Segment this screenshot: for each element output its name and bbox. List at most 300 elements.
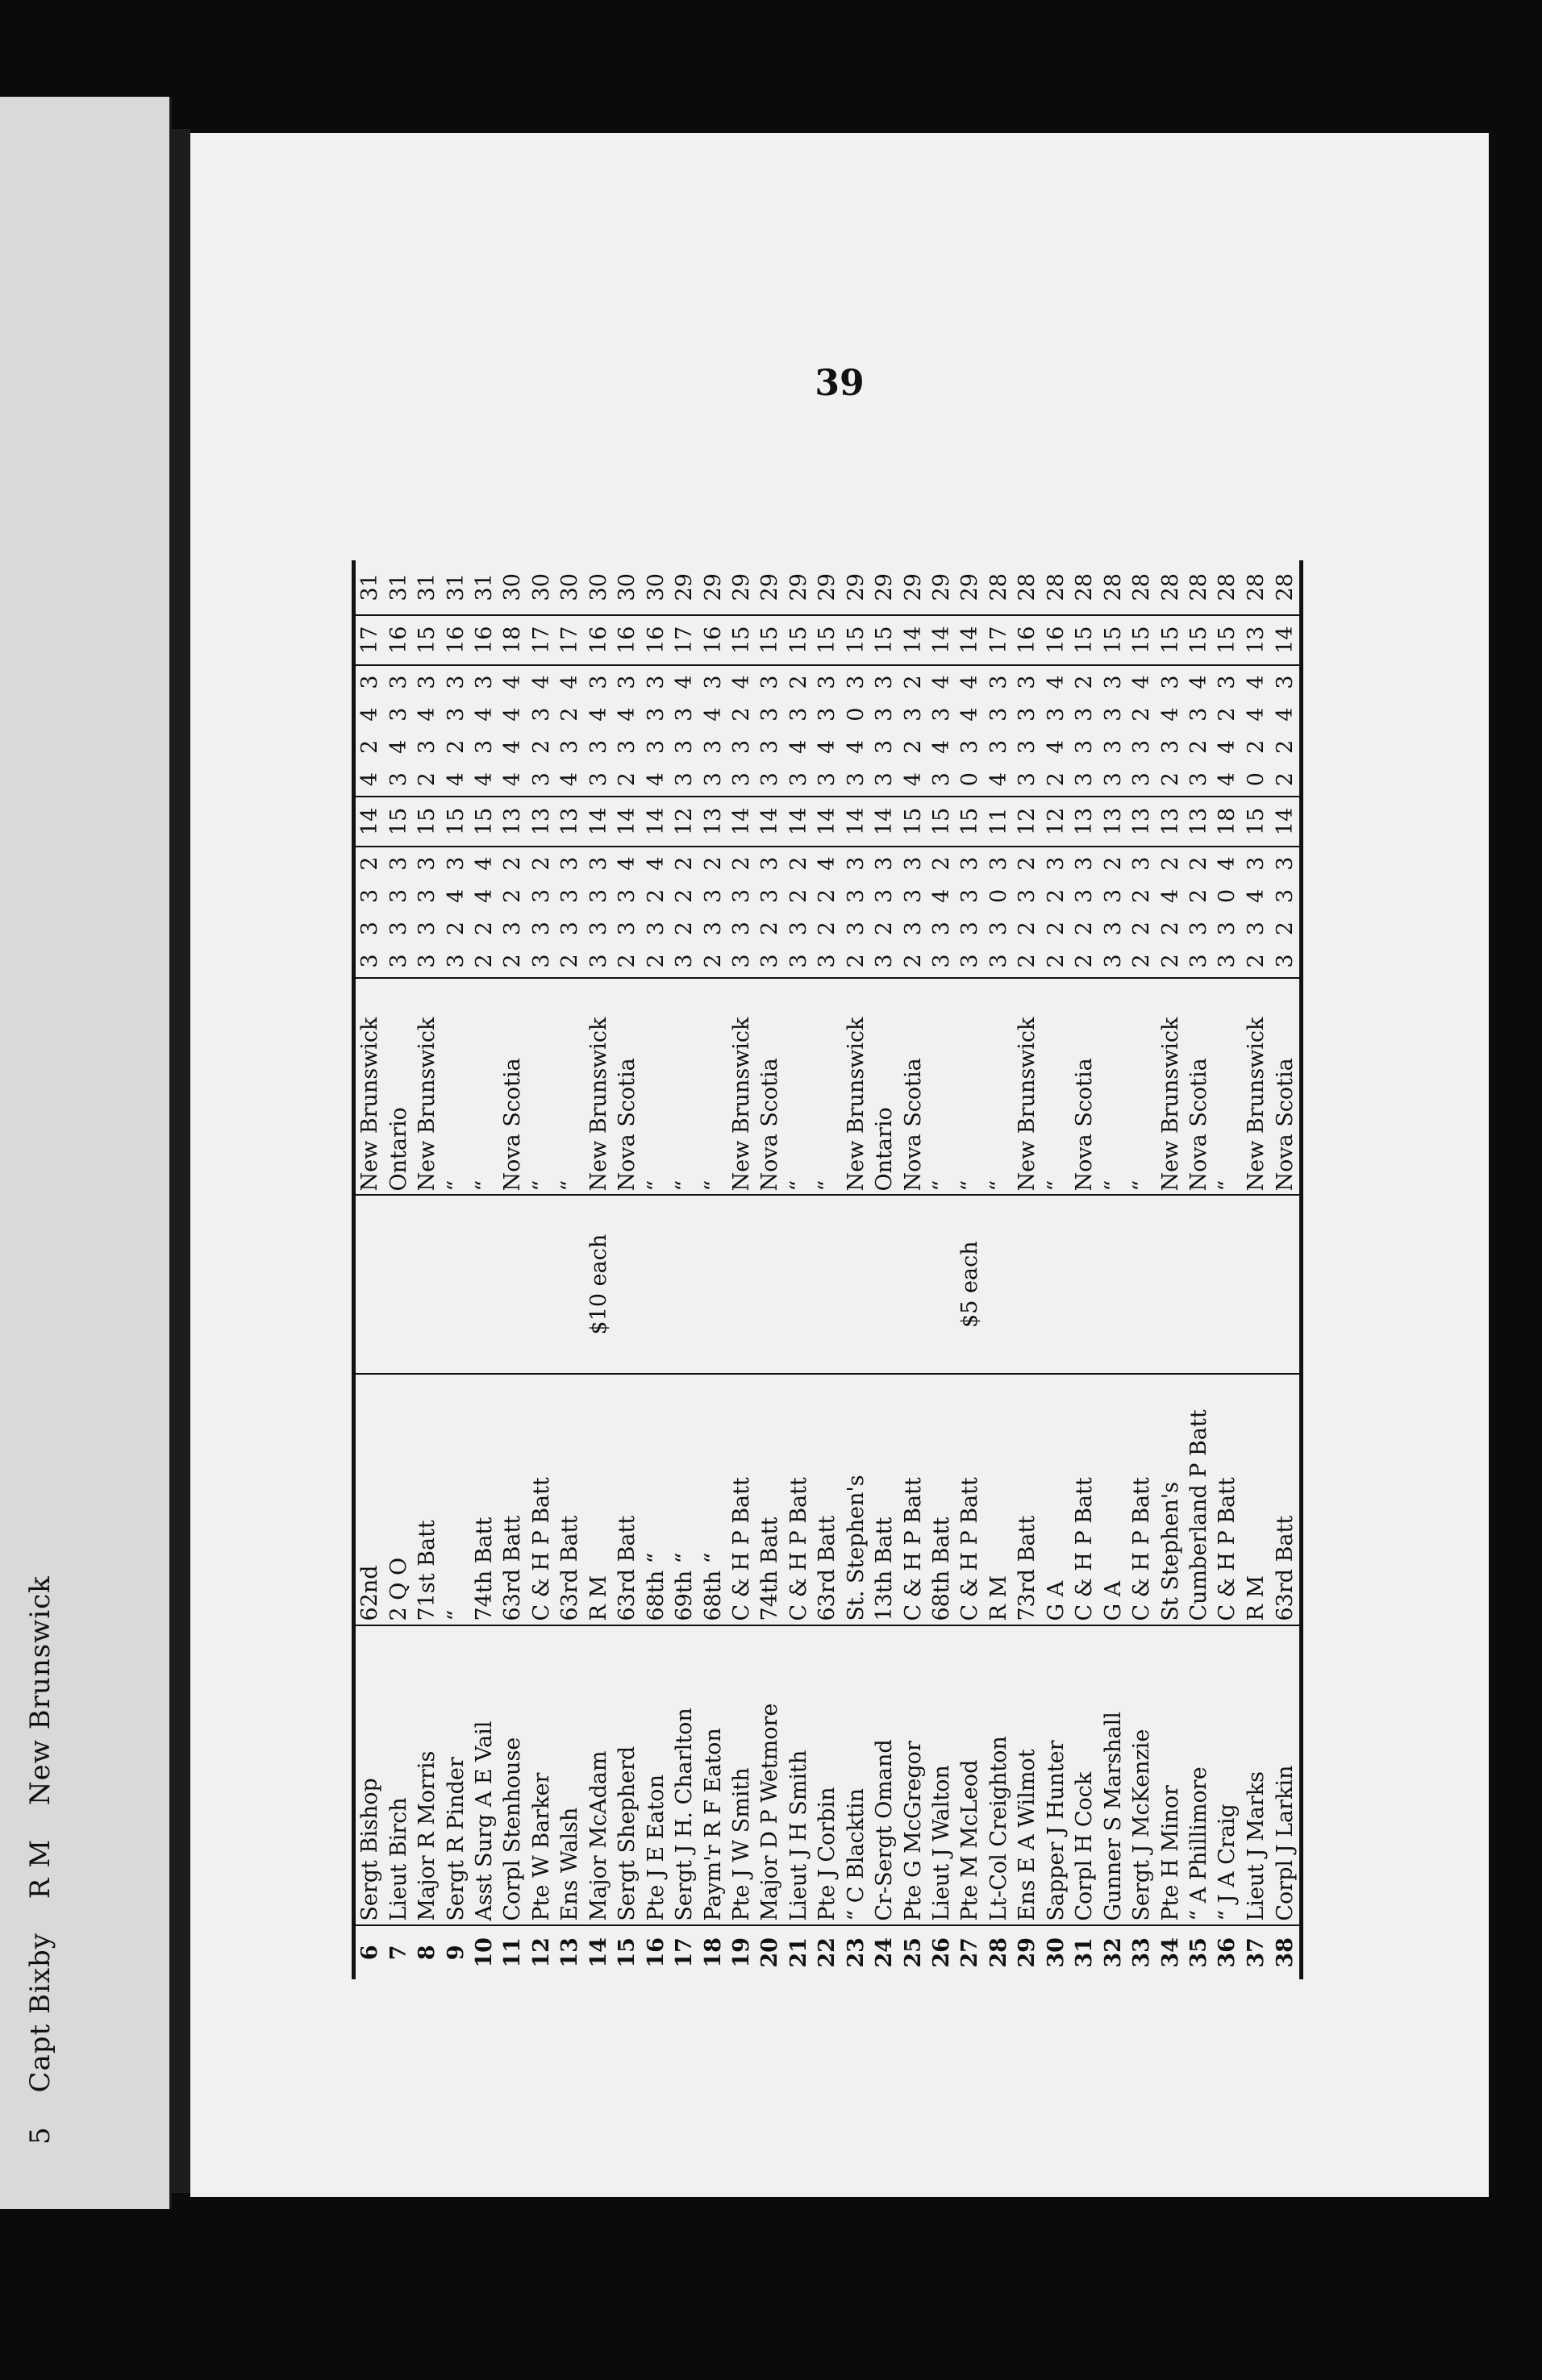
second-range-shot: 4 xyxy=(672,675,698,689)
province-name: Ontario xyxy=(870,978,898,1196)
grand-total: 28 xyxy=(1042,560,1070,615)
row-number: 18 xyxy=(698,1925,727,1979)
second-range-shot: 2 xyxy=(1072,675,1098,689)
second-range-shot: 3 xyxy=(1157,739,1183,755)
second-range-shot: 3 xyxy=(1129,772,1155,787)
first-range-shot: 3 xyxy=(900,922,926,936)
second-range-total: 15 xyxy=(1156,615,1184,665)
second-range-shot: 3 xyxy=(986,675,1011,689)
first-range-shot: 3 xyxy=(357,922,383,936)
grand-total: 28 xyxy=(1070,560,1098,615)
first-range-shot: 3 xyxy=(1272,856,1298,871)
first-range-shot: 3 xyxy=(1100,922,1126,936)
first-range-shot: 3 xyxy=(386,856,411,871)
row-number: 20 xyxy=(756,1925,784,1979)
row-number: 37 xyxy=(1242,1925,1270,1979)
second-range-total: 15 xyxy=(1213,615,1241,665)
row-number: 27 xyxy=(956,1925,984,1979)
first-range-shot: 3 xyxy=(700,922,726,936)
prize-amount xyxy=(870,1196,898,1374)
first-range-total: 14 xyxy=(354,797,385,847)
first-range-shot: 3 xyxy=(728,922,754,936)
second-range-shot: 2 xyxy=(900,675,926,689)
first-range-shot: 2 xyxy=(1157,922,1183,936)
second-range-shot: 3 xyxy=(386,772,411,787)
competitor-name: Major R Morris xyxy=(413,1625,441,1925)
first-range-shot: 3 xyxy=(786,922,811,936)
previous-page-row-name: Capt Bixby xyxy=(24,1933,56,2093)
first-range-total: 13 xyxy=(498,797,527,847)
prize-amount xyxy=(1127,1196,1156,1374)
second-range-shot: 2 xyxy=(1272,739,1298,755)
table-row xyxy=(1127,560,1156,1979)
previous-page-edge xyxy=(0,97,172,2209)
first-range-shot: 2 xyxy=(1129,954,1155,968)
first-range-shot: 3 xyxy=(443,954,469,968)
first-range-shot: 2 xyxy=(528,856,554,871)
second-range-shot: 2 xyxy=(786,675,811,689)
corps-name: R M xyxy=(585,1374,613,1625)
competitor-name: Paym'r R F Eaton xyxy=(698,1625,727,1925)
competitor-name: Asst Surg A E Vail xyxy=(470,1625,498,1925)
second-range-shot: 3 xyxy=(528,707,554,722)
second-range-shot: 3 xyxy=(1100,739,1126,755)
second-range-shot: 2 xyxy=(1243,739,1269,755)
second-range-shot: 3 xyxy=(386,707,411,722)
second-range-shot: 3 xyxy=(1043,707,1069,722)
second-range-shot: 4 xyxy=(1157,707,1183,722)
first-range-shot: 2 xyxy=(1186,888,1211,904)
row-number: 30 xyxy=(1042,1925,1070,1979)
first-range-shot: 3 xyxy=(957,922,983,936)
table-row xyxy=(1213,560,1241,1979)
previous-page-row xyxy=(24,1551,56,2145)
prize-amount xyxy=(1242,1196,1270,1374)
row-number: 35 xyxy=(1185,1925,1213,1979)
table-row xyxy=(1070,560,1098,1979)
first-range-total: 15 xyxy=(470,797,498,847)
first-range-shot: 4 xyxy=(1157,888,1183,904)
prize-amount xyxy=(1270,1196,1301,1374)
second-range-total: 15 xyxy=(813,615,841,665)
second-range-shot: 4 xyxy=(528,675,554,689)
second-range-shot: 4 xyxy=(643,772,669,787)
first-range-shot: 4 xyxy=(472,888,498,904)
second-range-shot: 3 xyxy=(700,772,726,787)
second-range-shot: 4 xyxy=(500,707,526,722)
first-range-shot: 3 xyxy=(1272,888,1298,904)
second-range-shot: 3 xyxy=(672,772,698,787)
first-range-shot: 3 xyxy=(586,922,611,936)
second-range-total: 17 xyxy=(985,615,1013,665)
first-range-shot: 3 xyxy=(415,888,440,904)
first-range-shot: 2 xyxy=(643,954,669,968)
second-range-shot: 3 xyxy=(872,707,898,722)
table-row xyxy=(1185,560,1213,1979)
prize-amount xyxy=(698,1196,727,1374)
second-range-shot: 4 xyxy=(557,675,583,689)
prize-amount xyxy=(927,1196,956,1374)
row-number: 22 xyxy=(813,1925,841,1979)
first-range-total: 14 xyxy=(813,797,841,847)
grand-total: 29 xyxy=(927,560,956,615)
grand-total: 28 xyxy=(1013,560,1041,615)
prize-amount xyxy=(756,1196,784,1374)
second-range-total: 15 xyxy=(1070,615,1098,665)
second-range-total: 18 xyxy=(498,615,527,665)
second-range-shot: 3 xyxy=(900,707,926,722)
corps-name: G A xyxy=(1042,1374,1070,1625)
first-range-shot: 0 xyxy=(986,888,1011,904)
first-range-shot: 2 xyxy=(1243,954,1269,968)
table-row xyxy=(527,560,556,1979)
first-range-shot: 3 xyxy=(415,856,440,871)
first-range-total: 18 xyxy=(1213,797,1241,847)
grand-total: 28 xyxy=(1156,560,1184,615)
first-range-total: 14 xyxy=(841,797,869,847)
grand-total: 29 xyxy=(841,560,869,615)
first-range-total: 12 xyxy=(1013,797,1041,847)
row-number: 10 xyxy=(470,1925,498,1979)
first-range-shot: 4 xyxy=(443,888,469,904)
row-number: 38 xyxy=(1270,1925,1301,1979)
second-range-shot: 0 xyxy=(843,707,869,722)
second-range-total: 16 xyxy=(470,615,498,665)
prize-amount xyxy=(441,1196,469,1374)
province-name: Nova Scotia xyxy=(498,978,527,1196)
province-name: Nova Scotia xyxy=(1070,978,1098,1196)
corps-name: “ xyxy=(441,1374,469,1625)
competitor-name: Sergt Bishop xyxy=(354,1625,385,1925)
first-range-shot: 3 xyxy=(586,954,611,968)
row-number: 25 xyxy=(898,1925,927,1979)
corps-name: St. Stephen's xyxy=(841,1374,869,1625)
competitor-name: Corpl J Larkin xyxy=(1270,1625,1301,1925)
second-range-shot: 4 xyxy=(1215,739,1240,755)
second-range-shot: 3 xyxy=(1215,675,1240,689)
province-name: “ xyxy=(670,978,698,1196)
second-range-shot: 2 xyxy=(528,739,554,755)
table-row xyxy=(498,560,527,1979)
first-range-shot: 3 xyxy=(557,888,583,904)
grand-total: 31 xyxy=(413,560,441,615)
book-gutter xyxy=(169,129,190,2193)
first-range-total: 13 xyxy=(1098,797,1127,847)
province-name: “ xyxy=(527,978,556,1196)
second-range-shot: 3 xyxy=(700,739,726,755)
second-range-total: 16 xyxy=(1013,615,1041,665)
grand-total: 28 xyxy=(1185,560,1213,615)
first-range-shot: 2 xyxy=(786,856,811,871)
competitor-name: Cr-Sergt Omand xyxy=(870,1625,898,1925)
competitor-name: Major D P Wetmore xyxy=(756,1625,784,1925)
first-range-shot: 2 xyxy=(815,888,840,904)
competitor-name: Sergt R Pinder xyxy=(441,1625,469,1925)
province-name: Nova Scotia xyxy=(756,978,784,1196)
first-range-shot: 3 xyxy=(986,954,1011,968)
corps-name: 69th “ xyxy=(670,1374,698,1625)
first-range-shot: 2 xyxy=(672,856,698,871)
score-table-frame xyxy=(352,560,1303,1979)
first-range-shot: 3 xyxy=(528,922,554,936)
second-range-shot: 4 xyxy=(1186,675,1211,689)
first-range-total: 13 xyxy=(527,797,556,847)
second-range-shot: 3 xyxy=(443,707,469,722)
first-range-shot: 2 xyxy=(1157,954,1183,968)
grand-total: 30 xyxy=(527,560,556,615)
grand-total: 29 xyxy=(727,560,756,615)
second-range-shot: 3 xyxy=(643,739,669,755)
second-range-shot: 3 xyxy=(1015,772,1040,787)
second-range-shot: 4 xyxy=(843,739,869,755)
first-range-shot: 3 xyxy=(386,954,411,968)
first-range-shot: 3 xyxy=(986,856,1011,871)
first-range-shot: 2 xyxy=(472,954,498,968)
second-range-shot: 3 xyxy=(728,739,754,755)
table-row xyxy=(985,560,1013,1979)
second-range-shot: 4 xyxy=(500,739,526,755)
second-range-shot: 3 xyxy=(1272,675,1298,689)
second-range-shot: 3 xyxy=(1157,675,1183,689)
competitor-name: Major McAdam xyxy=(585,1625,613,1925)
second-range-shot: 3 xyxy=(786,772,811,787)
province-name: New Brunswick xyxy=(413,978,441,1196)
first-range-shot: 2 xyxy=(500,954,526,968)
second-range-shot: 3 xyxy=(843,772,869,787)
second-range-shot: 2 xyxy=(615,772,640,787)
first-range-shot: 3 xyxy=(528,954,554,968)
first-range-shot: 3 xyxy=(1243,922,1269,936)
province-name: “ xyxy=(698,978,727,1196)
first-range-shot: 4 xyxy=(815,856,840,871)
first-range-shot: 2 xyxy=(615,954,640,968)
second-range-total: 14 xyxy=(1270,615,1301,665)
province-name: Ontario xyxy=(384,978,412,1196)
competitor-name: Sergt Shepherd xyxy=(613,1625,641,1925)
prize-amount xyxy=(898,1196,927,1374)
first-range-shot: 3 xyxy=(957,856,983,871)
first-range-total: 15 xyxy=(413,797,441,847)
first-range-total: 15 xyxy=(441,797,469,847)
corps-name: 71st Batt xyxy=(413,1374,441,1625)
second-range-total: 16 xyxy=(585,615,613,665)
competitor-name: Corpl H Cock xyxy=(1070,1625,1098,1925)
second-range-shot: 4 xyxy=(472,707,498,722)
second-range-total: 16 xyxy=(698,615,727,665)
grand-total: 30 xyxy=(498,560,527,615)
row-number: 9 xyxy=(441,1925,469,1979)
prize-amount xyxy=(1213,1196,1241,1374)
first-range-shot: 2 xyxy=(728,856,754,871)
second-range-shot: 4 xyxy=(1043,739,1069,755)
first-range-total: 13 xyxy=(1070,797,1098,847)
grand-total: 31 xyxy=(441,560,469,615)
row-number: 33 xyxy=(1127,1925,1156,1979)
first-range-shot: 2 xyxy=(1072,954,1098,968)
second-range-shot: 3 xyxy=(1100,675,1126,689)
corps-name: C & H P Batt xyxy=(785,1374,813,1625)
first-range-shot: 3 xyxy=(415,954,440,968)
row-number: 13 xyxy=(556,1925,584,1979)
second-range-shot: 3 xyxy=(557,739,583,755)
first-range-total: 15 xyxy=(898,797,927,847)
grand-total: 30 xyxy=(641,560,669,615)
first-range-shot: 3 xyxy=(1072,888,1098,904)
second-range-shot: 3 xyxy=(415,675,440,689)
row-number: 7 xyxy=(384,1925,412,1979)
first-range-shot: 3 xyxy=(843,922,869,936)
first-range-shot: 2 xyxy=(700,954,726,968)
first-range-shot: 2 xyxy=(557,954,583,968)
second-range-shot: 3 xyxy=(586,739,611,755)
second-range-shot: 3 xyxy=(472,675,498,689)
second-range-total: 17 xyxy=(527,615,556,665)
table-row xyxy=(870,560,898,1979)
first-range-shot: 2 xyxy=(1272,922,1298,936)
corps-name: C & H P Batt xyxy=(527,1374,556,1625)
second-range-shot: 3 xyxy=(357,675,383,689)
first-range-shot: 2 xyxy=(843,954,869,968)
second-range-shot: 3 xyxy=(672,739,698,755)
first-range-shot: 2 xyxy=(929,856,955,871)
second-range-total: 15 xyxy=(870,615,898,665)
prize-amount xyxy=(613,1196,641,1374)
prize-amount xyxy=(813,1196,841,1374)
second-range-shot: 3 xyxy=(728,772,754,787)
book-page xyxy=(190,133,1489,2197)
first-range-shot: 2 xyxy=(900,954,926,968)
corps-name: 13th Batt xyxy=(870,1374,898,1625)
first-range-shot: 4 xyxy=(929,888,955,904)
province-name: Nova Scotia xyxy=(1185,978,1213,1196)
second-range-shot: 0 xyxy=(1243,772,1269,787)
corps-name: 63rd Batt xyxy=(498,1374,527,1625)
first-range-shot: 2 xyxy=(757,922,783,936)
first-range-shot: 2 xyxy=(500,888,526,904)
competitor-name: Ens E A Wilmot xyxy=(1013,1625,1041,1925)
second-range-shot: 4 xyxy=(357,772,383,787)
second-range-shot: 4 xyxy=(386,739,411,755)
corps-name: C & H P Batt xyxy=(1127,1374,1156,1625)
second-range-shot: 4 xyxy=(500,675,526,689)
second-range-total: 15 xyxy=(1127,615,1156,665)
row-number: 17 xyxy=(670,1925,698,1979)
row-number: 29 xyxy=(1013,1925,1041,1979)
second-range-total: 14 xyxy=(927,615,956,665)
second-range-shot: 3 xyxy=(700,675,726,689)
prize-amount xyxy=(413,1196,441,1374)
competitor-name: Sergt J McKenzie xyxy=(1127,1625,1156,1925)
province-name: “ xyxy=(927,978,956,1196)
second-range-shot: 4 xyxy=(786,739,811,755)
corps-name: 63rd Batt xyxy=(613,1374,641,1625)
grand-total: 29 xyxy=(756,560,784,615)
second-range-shot: 2 xyxy=(443,739,469,755)
first-range-shot: 3 xyxy=(586,856,611,871)
second-range-shot: 2 xyxy=(557,707,583,722)
second-range-shot: 3 xyxy=(843,675,869,689)
first-range-shot: 3 xyxy=(528,888,554,904)
first-range-shot: 3 xyxy=(557,922,583,936)
prize-amount xyxy=(354,1196,385,1374)
table-row xyxy=(613,560,641,1979)
province-name: “ xyxy=(556,978,584,1196)
competitor-name: Pte M McLeod xyxy=(956,1625,984,1925)
second-range-shot: 3 xyxy=(672,707,698,722)
second-range-shot: 4 xyxy=(1129,675,1155,689)
second-range-shot: 3 xyxy=(1015,739,1040,755)
second-range-shot: 4 xyxy=(1043,675,1069,689)
table-row xyxy=(1242,560,1270,1979)
first-range-shot: 3 xyxy=(929,922,955,936)
second-range-total: 15 xyxy=(756,615,784,665)
table-row xyxy=(670,560,698,1979)
first-range-total: 14 xyxy=(585,797,613,847)
second-range-shot: 3 xyxy=(986,739,1011,755)
second-range-shot: 3 xyxy=(986,707,1011,722)
corps-name: 68th “ xyxy=(641,1374,669,1625)
province-name: “ xyxy=(441,978,469,1196)
first-range-shot: 3 xyxy=(557,856,583,871)
competitor-name: Pte J W Smith xyxy=(727,1625,756,1925)
first-range-total: 13 xyxy=(1127,797,1156,847)
prize-amount: $5 each xyxy=(956,1196,984,1374)
competitor-name: Lt-Col Creighton xyxy=(985,1625,1013,1925)
row-number: 12 xyxy=(527,1925,556,1979)
row-number: 19 xyxy=(727,1925,756,1979)
first-range-shot: 3 xyxy=(872,888,898,904)
second-range-shot: 3 xyxy=(1015,675,1040,689)
second-range-shot: 3 xyxy=(1129,739,1155,755)
first-range-shot: 3 xyxy=(1215,954,1240,968)
second-range-shot: 4 xyxy=(929,739,955,755)
second-range-shot: 2 xyxy=(1215,707,1240,722)
second-range-shot: 2 xyxy=(900,739,926,755)
previous-page-row-corps: R M xyxy=(24,1838,56,1899)
province-name: New Brunswick xyxy=(354,978,385,1196)
first-range-total: 13 xyxy=(698,797,727,847)
first-range-shot: 3 xyxy=(1015,888,1040,904)
first-range-shot: 2 xyxy=(1015,954,1040,968)
grand-total: 29 xyxy=(956,560,984,615)
first-range-total: 14 xyxy=(870,797,898,847)
competitor-name: Pte H Minor xyxy=(1156,1625,1184,1925)
prize-amount xyxy=(1042,1196,1070,1374)
first-range-shot: 3 xyxy=(757,954,783,968)
corps-name: 2 Q O xyxy=(384,1374,412,1625)
first-range-shot: 3 xyxy=(1129,856,1155,871)
corps-name: 68th Batt xyxy=(927,1374,956,1625)
competitor-name: Lieut J Marks xyxy=(1242,1625,1270,1925)
second-range-shot: 4 xyxy=(1272,707,1298,722)
competitor-name: “ A Phillimore xyxy=(1185,1625,1213,1925)
first-range-shot: 3 xyxy=(900,888,926,904)
second-range-shot: 3 xyxy=(415,739,440,755)
second-range-shot: 3 xyxy=(1186,772,1211,787)
second-range-shot: 4 xyxy=(728,675,754,689)
grand-total: 29 xyxy=(813,560,841,615)
competitor-name: Pte J E Eaton xyxy=(641,1625,669,1925)
first-range-shot: 3 xyxy=(643,922,669,936)
corps-name: 73rd Batt xyxy=(1013,1374,1041,1625)
competitor-name: Lieut J H Smith xyxy=(785,1625,813,1925)
second-range-shot: 3 xyxy=(1100,772,1126,787)
province-name: Nova Scotia xyxy=(613,978,641,1196)
first-range-total: 14 xyxy=(785,797,813,847)
corps-name: St Stephen's xyxy=(1156,1374,1184,1625)
second-range-shot: 3 xyxy=(757,739,783,755)
second-range-shot: 3 xyxy=(929,772,955,787)
